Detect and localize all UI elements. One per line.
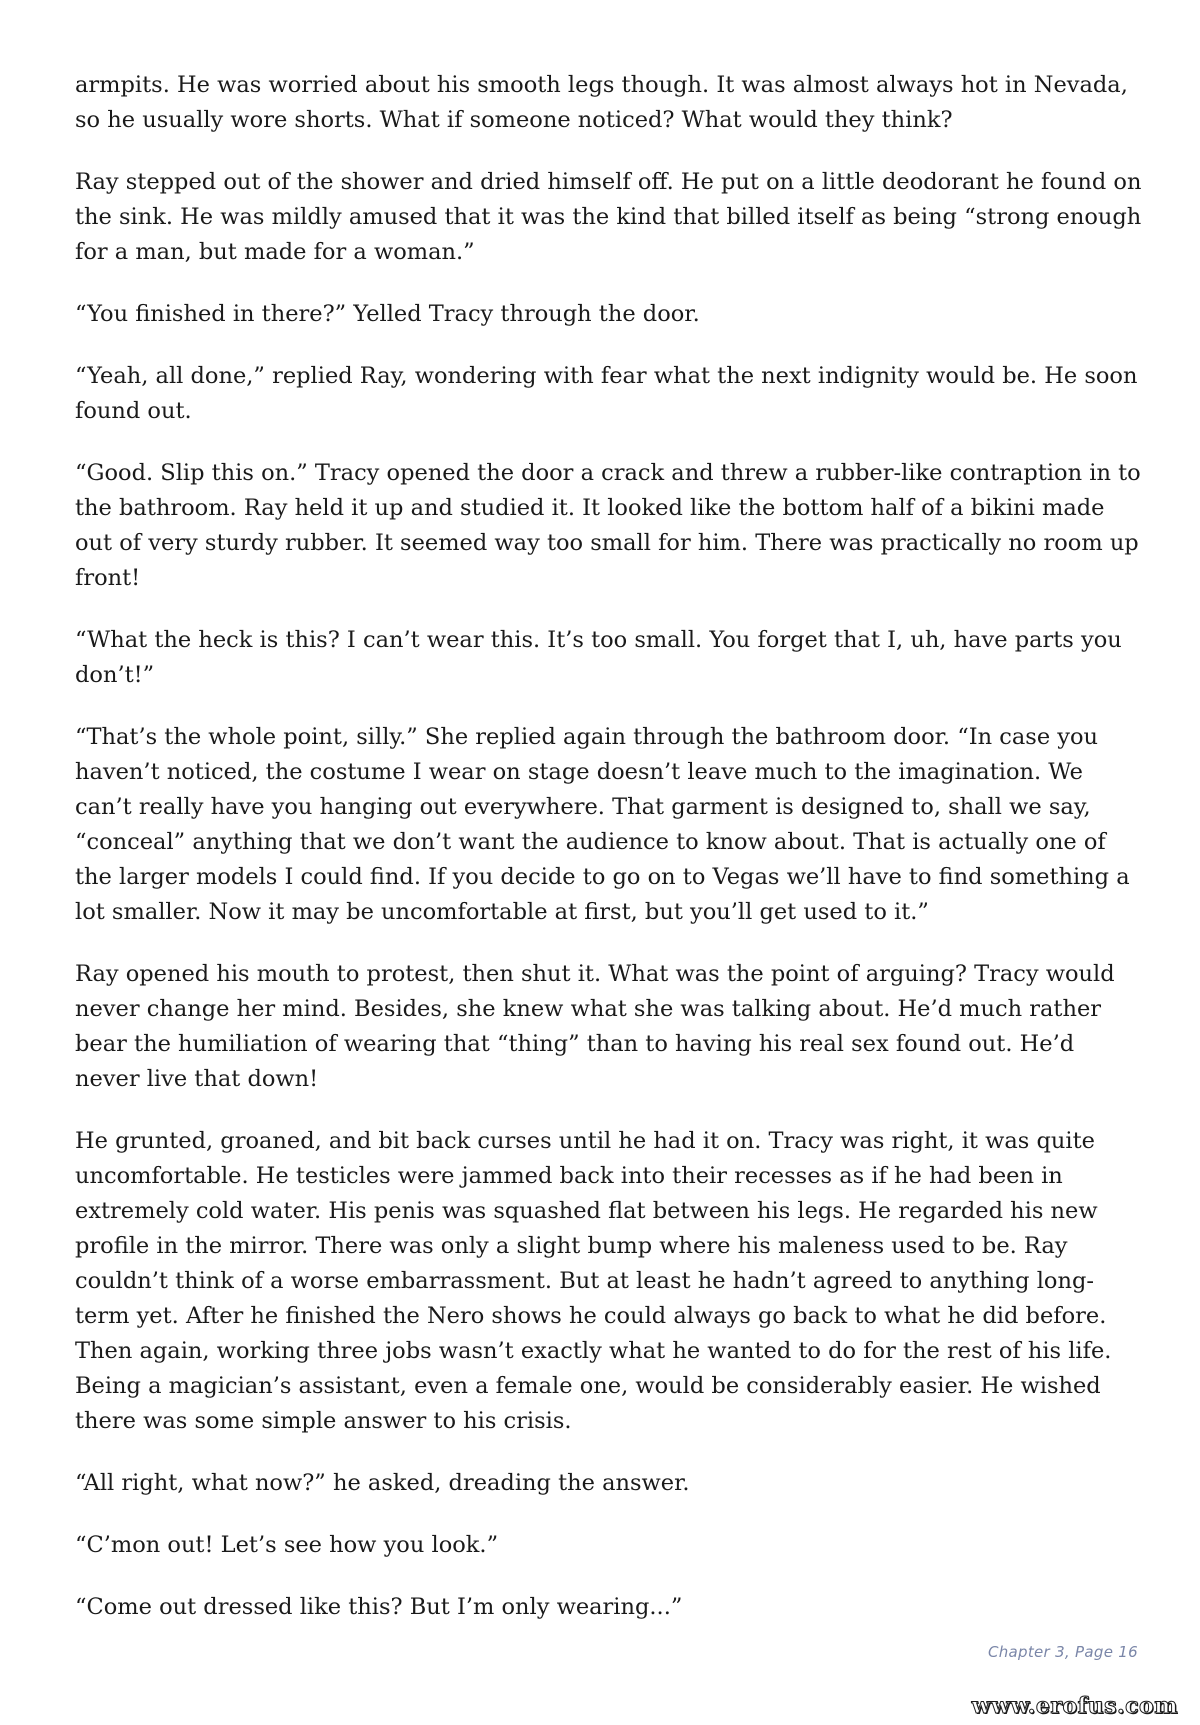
paragraph: “C’mon out! Let’s see how you look.” xyxy=(75,1532,499,1558)
paragraph: Ray opened his mouth to protest, then shut it. What was the point of arguing? Tracy would never change her mind. Besides, she knew what she was talking about. He’d much rather bear the humiliation of wearing that “thing” than to having his real sex found out. He’d never live that down! xyxy=(75,961,1115,1092)
paragraph: He grunted, groaned, and bit back curses until he had it on. Tracy was right, it was quite uncomfortable. He testicles were jammed back into their recesses as if he had been in extremely cold water. His penis was squashed flat between his legs. He regarded his new profile in the mirror. There was only a slight bump where his maleness used to be. Ray couldn’t think of a worse embarrassment. But at least he hadn’t agreed to anything long-term yet. After he finished the Nero shows he could always go back to what he did before. Then again, working three jobs wasn’t exactly what he wanted to do for the rest of his life. Being a magician’s assistant, even a female one, would be considerably easier. He wished there was some simple answer to his crisis. xyxy=(75,1128,1112,1434)
paragraph: “That’s the whole point, silly.” She replied again through the bathroom door. “In case you haven’t noticed, the costume I wear on stage doesn’t leave much to the imagination. We can’t really have you hanging out everywhere. That garment is designed to, shall we say, “conceal” anything that we don’t want the audience to know about. That is actually one of the larger models I could find. If you decide to go on to Vegas we’ll have to find something a lot smaller. Now it may be uncomfortable at first, but you’ll get used to it.” xyxy=(75,724,1130,925)
paragraph: armpits. He was worried about his smooth legs though. It was almost always hot in Nevada, so he usually wore shorts. What if someone noticed? What would they think? xyxy=(75,72,1128,133)
paragraph: Ray stepped out of the shower and dried himself off. He put on a little deodorant he found on the sink. He was mildly amused that it was the kind that billed itself as being “strong enough for a man, but made for a woman.” xyxy=(75,169,1142,265)
paragraph: “You finished in there?” Yelled Tracy through the door. xyxy=(75,301,700,327)
watermark: www.erofus.com xyxy=(971,1693,1178,1719)
body-text xyxy=(75,68,1145,1652)
paragraph: “Come out dressed like this? But I’m only wearing...” xyxy=(75,1594,683,1620)
paragraph: “All right, what now?” he asked, dreading the answer. xyxy=(75,1470,690,1496)
page-number-footer: Chapter 3, Page 16 xyxy=(987,1643,1138,1661)
paragraph: “Yeah, all done,” replied Ray, wondering with fear what the next indignity would be. He soon found out. xyxy=(75,363,1138,424)
paragraph: “What the heck is this? I can’t wear this. It’s too small. You forget that I, uh, have parts you don’t!” xyxy=(75,627,1122,688)
paragraph: “Good. Slip this on.” Tracy opened the door a crack and threw a rubber-like contraption in to the bathroom. Ray held it up and studied it. It looked like the bottom half of a bikini made out of very sturdy rubber. It seemed way too small for him. There was practically no room up front! xyxy=(75,460,1141,591)
